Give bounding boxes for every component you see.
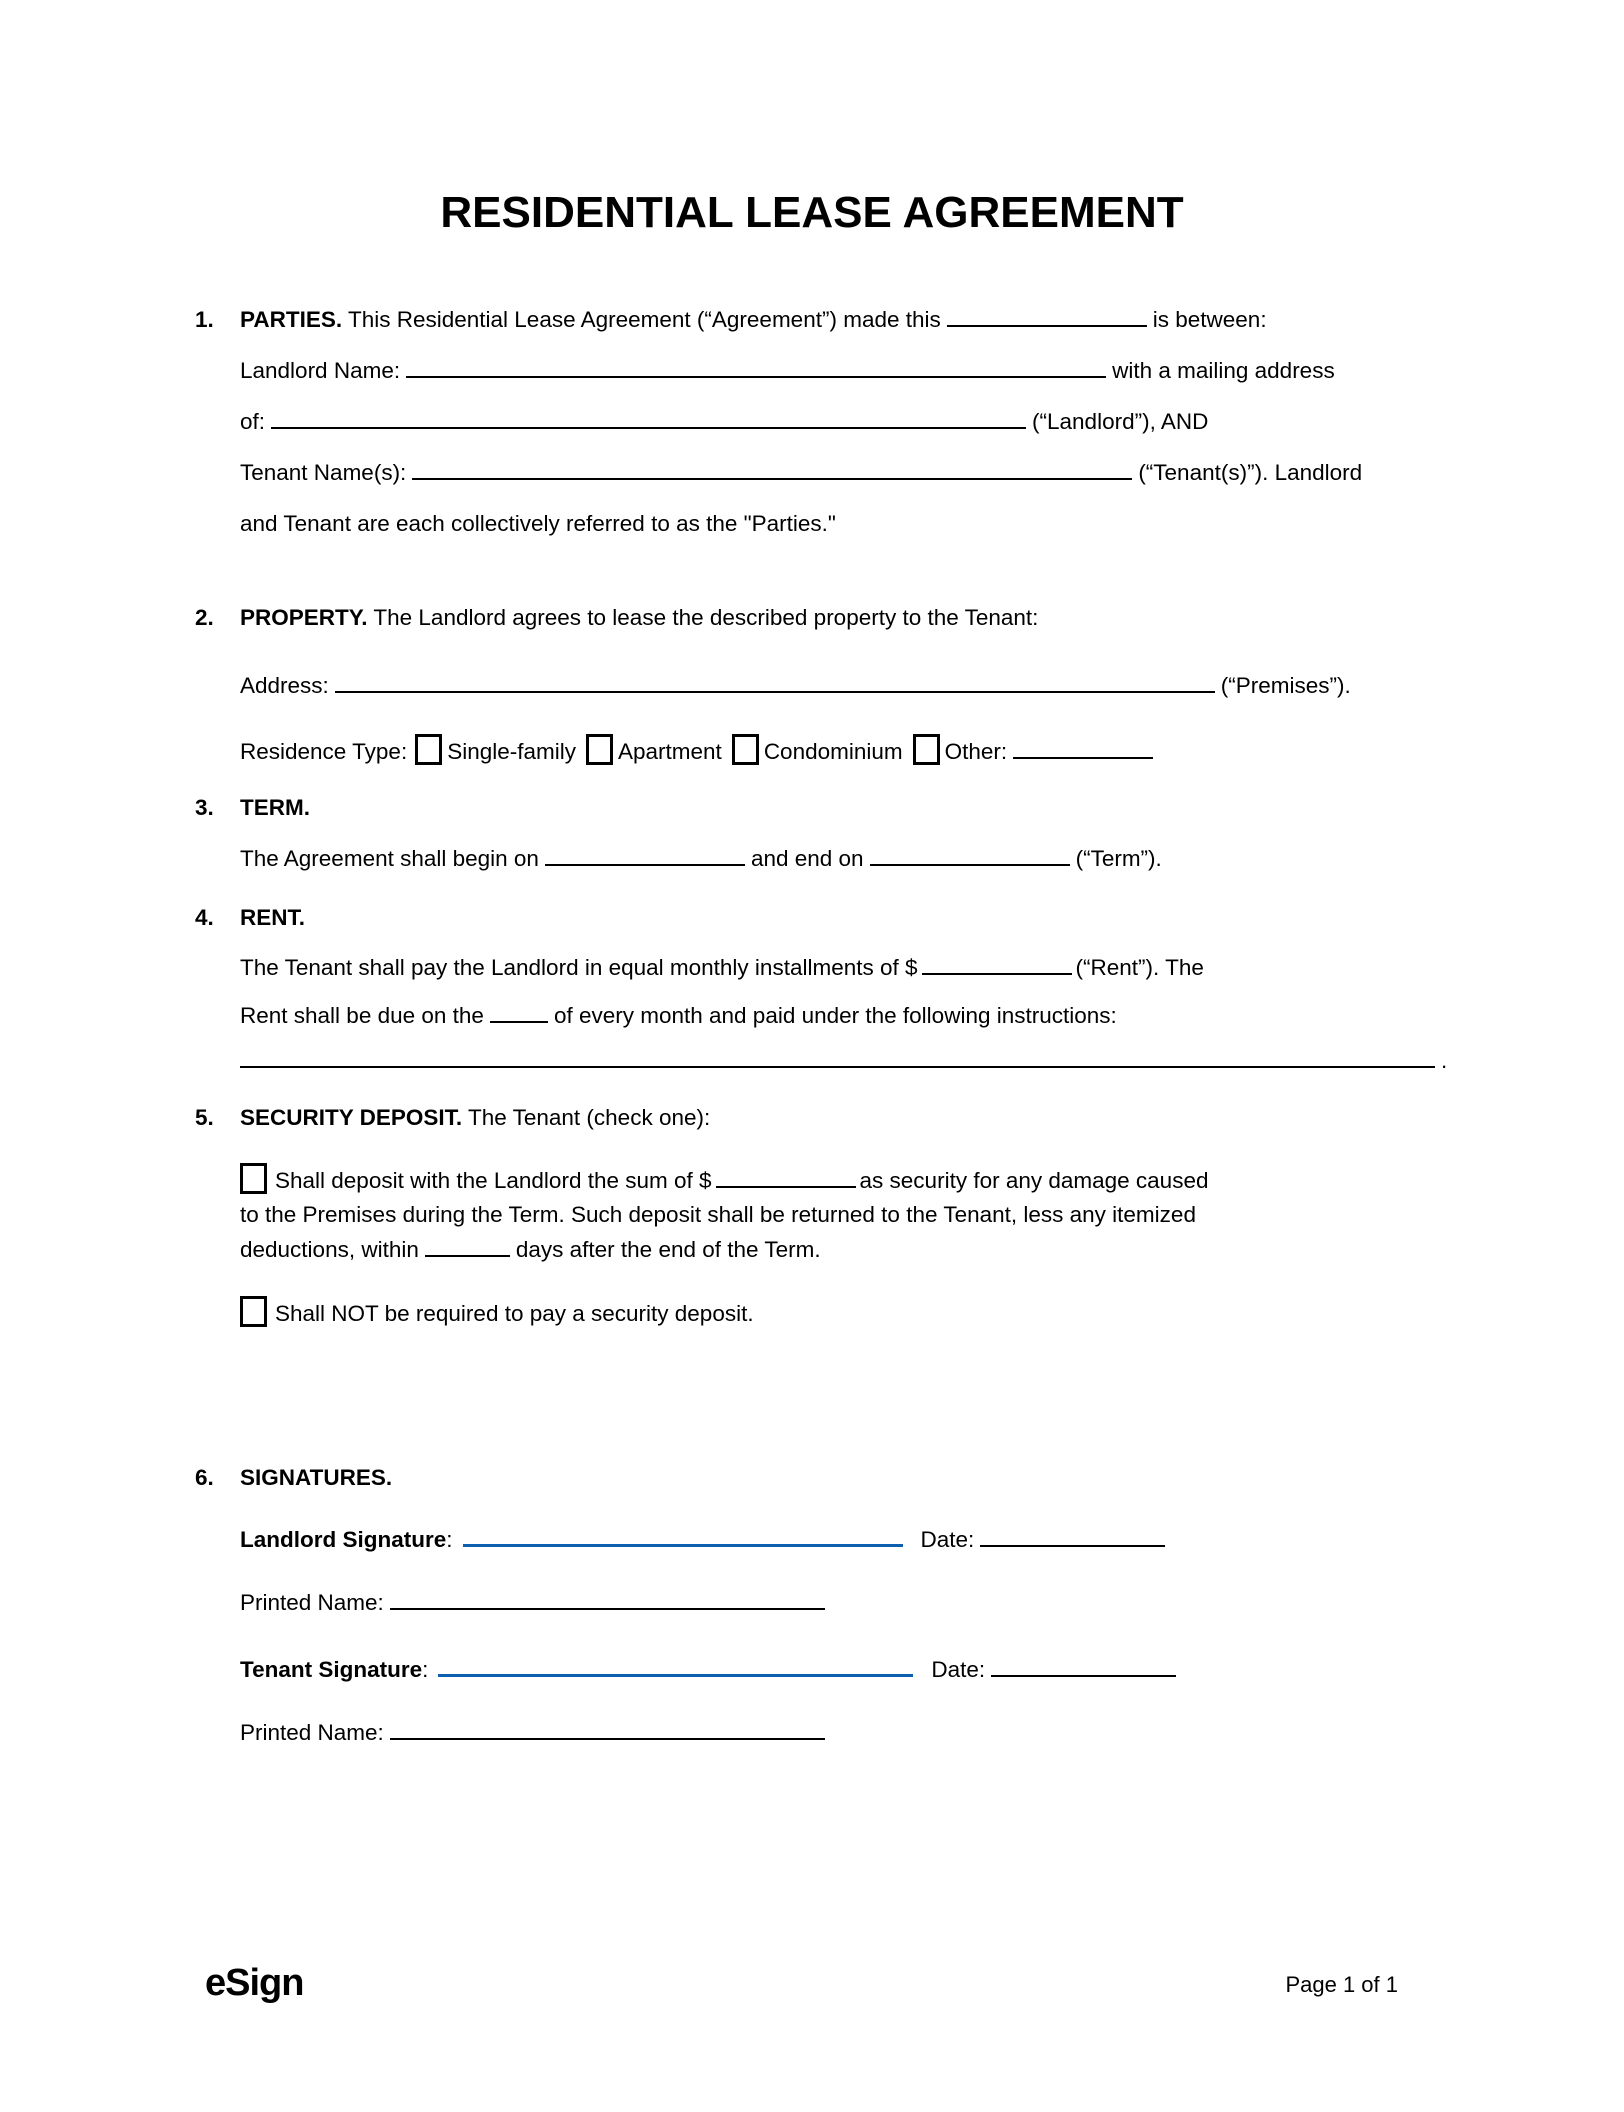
landlord-address-blank[interactable] [271, 407, 1026, 429]
address-tail: (“Premises”). [1220, 673, 1351, 698]
security-deposit-intro: The Tenant (check one): [468, 1105, 711, 1130]
section-heading: SECURITY DEPOSIT. [240, 1105, 463, 1130]
label-colon: : [422, 1657, 429, 1682]
parties-closing-line [240, 509, 836, 539]
printed-name-label: Printed Name: [240, 1720, 384, 1745]
term-middle-text: and end on [750, 846, 864, 871]
landlord-signature-row [240, 1524, 1171, 1555]
security-deposit-heading-line [195, 1103, 710, 1133]
date-label: Date: [931, 1657, 986, 1682]
parties-closing-text: and Tenant are each collectively referred to as the "Parties." [240, 511, 836, 536]
signatures-heading-line [195, 1463, 392, 1493]
tenant-names-blank[interactable] [412, 458, 1132, 480]
property-address-blank[interactable] [335, 671, 1215, 693]
page-number: Page 1 of 1 [1285, 1972, 1398, 1997]
tenant-signature-line[interactable] [438, 1654, 913, 1677]
parties-intro-text: This Residential Lease Agreement (“Agreement”) made this [347, 307, 941, 332]
deposit-option2-text: Shall NOT be required to pay a security deposit. [275, 1301, 754, 1326]
residence-type-label: Residence Type: [240, 739, 408, 764]
residence-type-line [240, 734, 1159, 767]
label-colon: : [446, 1527, 453, 1552]
tenant-printed-name-blank[interactable] [390, 1718, 825, 1740]
landlord-signature-label: Landlord Signature [240, 1527, 447, 1552]
deposit-return-days-blank[interactable] [425, 1235, 510, 1257]
term-start-date-blank[interactable] [545, 844, 745, 866]
term-end-date-blank[interactable] [870, 844, 1070, 866]
term-tail-text: (“Term”). [1075, 846, 1162, 871]
tenant-printed-name-row [240, 1718, 831, 1748]
landlord-printed-name-blank[interactable] [390, 1588, 825, 1610]
section-number: 6. [195, 1465, 214, 1490]
term-heading-line [195, 793, 310, 823]
parties-heading-line [195, 305, 1267, 335]
tenant-signature-row [240, 1654, 1182, 1685]
residence-option-label: Apartment [618, 739, 722, 764]
of-tail: (“Landlord”), AND [1032, 409, 1209, 434]
section-number: 3. [195, 795, 214, 820]
section-heading: TERM. [240, 795, 310, 820]
page-title: RESIDENTIAL LEASE AGREEMENT [440, 188, 1184, 237]
residence-other-blank[interactable] [1013, 737, 1153, 759]
landlord-name-blank[interactable] [406, 356, 1106, 378]
rent-line1-tail: (“Rent”). The [1075, 955, 1204, 980]
deposit-option1-line2 [240, 1200, 1196, 1230]
deposit-option1-line3 [240, 1235, 821, 1265]
section-heading: RENT. [240, 905, 306, 930]
residence-option-label: Single-family [447, 739, 576, 764]
deposit-option1-text3-tail: days after the end of the Term. [515, 1237, 821, 1262]
section-heading: PROPERTY. [240, 605, 368, 630]
term-begin-text: The Agreement shall begin on [240, 846, 539, 871]
tenant-signature-label: Tenant Signature [240, 1657, 423, 1682]
deposit-option2-line [240, 1296, 754, 1329]
property-heading-line [195, 603, 1038, 633]
landlord-address-line [240, 407, 1208, 437]
section-number: 1. [195, 307, 214, 332]
deposit-not-required-checkbox[interactable] [240, 1296, 267, 1327]
property-intro-text: The Landlord agrees to lease the described property to the Tenant: [373, 605, 1039, 630]
rent-line2-lead: Rent shall be due on the [240, 1003, 484, 1028]
agreement-date-blank[interactable] [947, 305, 1147, 327]
rent-period: . [1441, 1048, 1448, 1073]
deposit-option1-line1 [240, 1163, 1208, 1196]
landlord-printed-name-row [240, 1588, 831, 1618]
landlord-name-line [240, 356, 1335, 386]
rent-due-day-blank[interactable] [490, 1001, 548, 1023]
rent-due-line [240, 1001, 1117, 1031]
residence-type-single-family-checkbox[interactable] [415, 734, 442, 765]
property-address-line [240, 671, 1351, 701]
tenant-date-blank[interactable] [991, 1655, 1176, 1677]
esign-logo: eSign [205, 1962, 304, 2004]
section-number: 4. [195, 905, 214, 930]
section-heading: SIGNATURES. [240, 1465, 393, 1490]
section-heading: PARTIES. [240, 307, 343, 332]
residence-type-other-checkbox[interactable] [913, 734, 940, 765]
rent-amount-blank[interactable] [922, 953, 1072, 975]
of-label: of: [240, 409, 266, 434]
deposit-option1-text-tail: as security for any damage caused [859, 1168, 1209, 1193]
tenant-name-tail: (“Tenant(s)”). Landlord [1138, 460, 1363, 485]
rent-amount-line [240, 953, 1204, 983]
section-number: 5. [195, 1105, 214, 1130]
residence-type-condominium-checkbox[interactable] [732, 734, 759, 765]
term-dates-line [240, 844, 1162, 874]
address-label: Address: [240, 673, 329, 698]
deposit-option1-text2: to the Premises during the Term. Such deposit shall be returned to the Tenant, less any itemized [240, 1202, 1196, 1227]
rent-line2-tail: of every month and paid under the following instructions: [553, 1003, 1117, 1028]
tenant-name-line [240, 458, 1362, 488]
parties-intro-tail: is between: [1152, 307, 1267, 332]
landlord-name-label: Landlord Name: [240, 358, 401, 383]
payment-instructions-blank[interactable] [240, 1046, 1435, 1068]
tenant-name-label: Tenant Name(s): [240, 460, 407, 485]
residence-option-label: Condominium [763, 739, 903, 764]
landlord-date-blank[interactable] [980, 1525, 1165, 1547]
rent-line1-lead: The Tenant shall pay the Landlord in equal monthly installments of $ [240, 955, 918, 980]
deposit-required-checkbox[interactable] [240, 1163, 267, 1194]
deposit-option1-text3-lead: deductions, within [240, 1237, 419, 1262]
deposit-amount-blank[interactable] [716, 1166, 856, 1188]
payment-instructions-line [240, 1046, 1447, 1076]
landlord-signature-line[interactable] [463, 1524, 903, 1547]
deposit-option1-text-lead: Shall deposit with the Landlord the sum of $ [275, 1168, 712, 1193]
printed-name-label: Printed Name: [240, 1590, 384, 1615]
date-label: Date: [920, 1527, 975, 1552]
section-number: 2. [195, 605, 214, 630]
landlord-name-tail: with a mailing address [1112, 358, 1335, 383]
residence-option-label: Other: [944, 739, 1008, 764]
residence-type-apartment-checkbox[interactable] [586, 734, 613, 765]
rent-heading-line [195, 903, 305, 933]
